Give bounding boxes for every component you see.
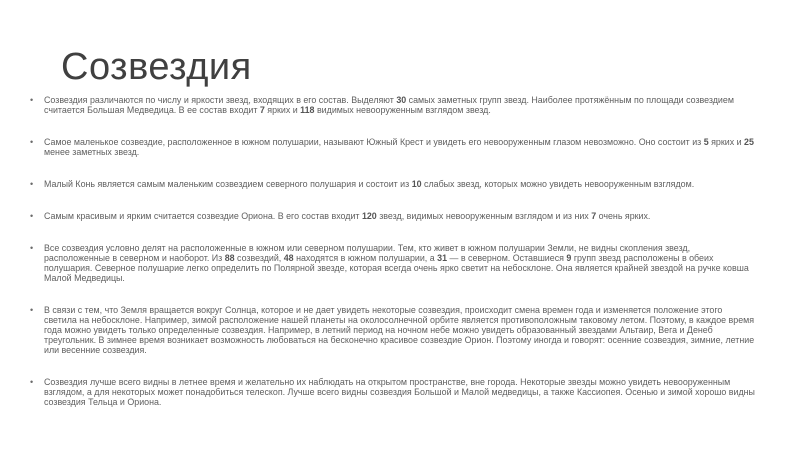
paragraph-text: слабых звезд, которых можно увидеть невооруженным взглядом. (421, 179, 695, 189)
paragraph-text: Самым красивым и ярким считается созвездие Ориона. В его состав входит (44, 211, 362, 221)
list-item (30, 179, 755, 189)
number-highlight: 118 (300, 105, 315, 115)
number-highlight: 7 (259, 105, 265, 115)
paragraph-text: очень ярких. (596, 211, 651, 221)
slide-title: Созвездия (61, 46, 252, 88)
paragraph-text: Созвездия различаются по числу и яркости звезд, входящих в его состав. Выделяют (44, 95, 397, 105)
paragraph-text: самых заметных групп звезд. Наиболее протяжённым по площади созвездием считается Большая Медведица. В ее состав входит (44, 95, 734, 115)
paragraph-text: Самое маленькое созвездие, расположенное в южном полушарии, называют Южный Крест и увидеть его невооруженным глазом невозможно. Оно состоит из (44, 137, 704, 147)
paragraph-text: созвездий, (234, 253, 284, 263)
paragraph-text: Все созвездия условно делят на расположенные в южном или северном полушарии. Тем, кто живет в южном полушарии Земли, не видны скопления звезд, расположенные в северном и наоборот. Из (44, 243, 691, 263)
bullet-icon: • (30, 243, 34, 253)
paragraph-text: ярких и (708, 137, 745, 147)
paragraph-text: звезд, видимых невооруженным взглядом и из них (376, 211, 592, 221)
number-highlight: 9 (566, 253, 572, 263)
number-highlight: 31 (437, 253, 448, 263)
number-highlight: 48 (283, 253, 294, 263)
bullet-icon: • (30, 179, 34, 189)
paragraph-text: групп звезд расположены в обеих полушария. Северное полушарие легко определить по Полярной звезде, которая всегда очень ярко светит на небосклоне. Она является крайней звездой на ручке ковша Малой Медведицы. (44, 253, 749, 283)
paragraph-text: менее заметных звезд. (44, 147, 140, 157)
bullet-icon: • (30, 211, 34, 221)
bullet-icon: • (30, 377, 34, 387)
bullet-icon: • (30, 305, 34, 315)
list-item (30, 95, 755, 115)
paragraph-text: находятся в южном полушарии, а (293, 253, 438, 263)
number-highlight: 25 (744, 137, 754, 147)
number-highlight: 30 (396, 95, 407, 105)
bullet-icon: • (30, 95, 34, 105)
bullet-list (30, 95, 755, 432)
paragraph-text: видимых невооруженным взглядом звезд. (314, 105, 491, 115)
list-item (30, 137, 755, 157)
number-highlight: 10 (411, 179, 422, 189)
number-highlight: 120 (361, 211, 377, 221)
list-item (30, 243, 755, 283)
list-item (30, 305, 755, 355)
list-item (30, 211, 755, 221)
number-highlight: 5 (703, 137, 709, 147)
paragraph-text: ярких и (264, 105, 301, 115)
number-highlight: 88 (224, 253, 235, 263)
paragraph-text: — в северном. Оставшиеся (447, 253, 567, 263)
paragraph-text: Малый Конь является самым маленьким созвездием северного полушария и состоит из (44, 179, 412, 189)
number-highlight: 7 (591, 211, 597, 221)
paragraph-text: Созвездия лучше всего видны в летнее время и желательно их наблюдать на открытом пространстве, вне города. Некоторые звезды можно увидеть невооруженным взглядом, а для некоторых может понадобиться телескоп. Лучше всего видны созвездия Большой и Малой медведицы, а также Кассиопея. Осенью и зимой хорошо видны созвездия Тельца и Ориона. (44, 377, 755, 407)
bullet-icon: • (30, 137, 34, 147)
list-item (30, 377, 755, 407)
paragraph-text: В связи с тем, что Земля вращается вокруг Солнца, которое и не дает увидеть некоторые созвездия, происходит смена времен года и изменяется положение этого светила на небосклоне. Например, зимой расположение нашей планеты на околосолнечной орбите является противоположным таковому летом. Поэтому, в каждое время года можно увидеть только определенные созвездия. Например, в летний период на ночном небе можно увидеть образованный звездами Альтаир, Вега и Денеб треугольник. В зимнее время возникает возможность любоваться на бесконечно красивое созвездие Орион. Поэтому иногда и говорят: осенние созвездия, зимние, летние или весенние созвездия. (44, 305, 755, 355)
